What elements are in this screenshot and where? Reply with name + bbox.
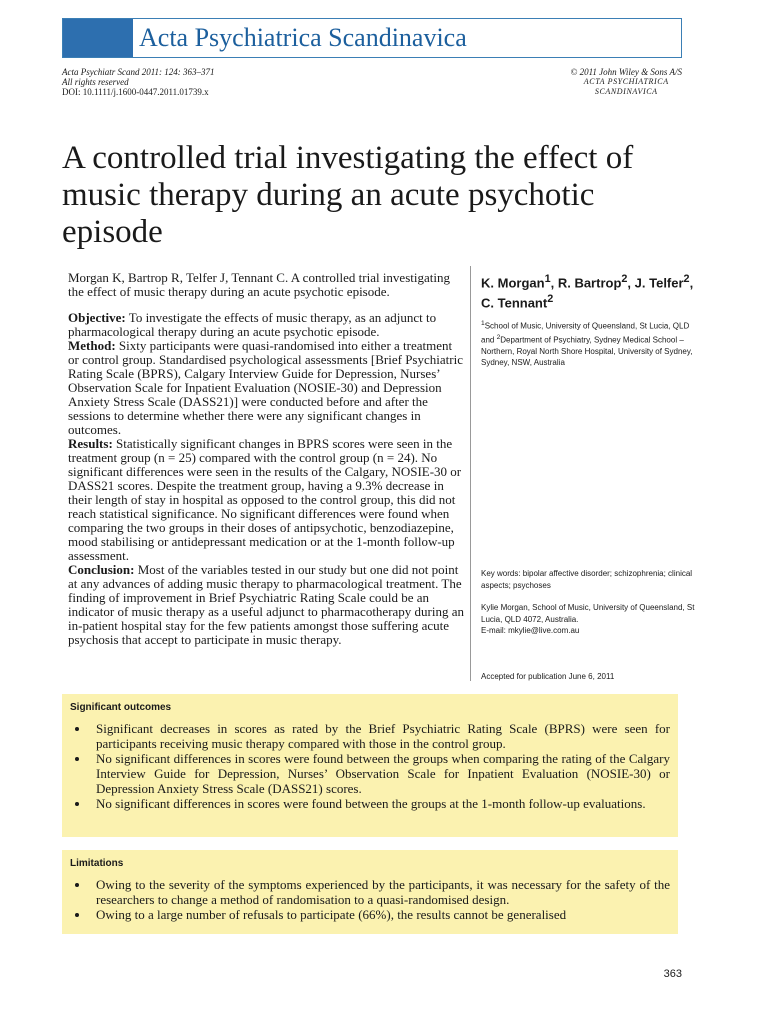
results-text: Statistically significant changes in BPRS scores were seen in the treatment group (n = 25) compared with the control group (n = 24). No significant differences were seen in the results of the Calgary, NOSIE-30 or DASS21 scores. Despite the treatment group, having a 9.3% decrease in their length of stay in hospital as opposed to the control group, this did not reach statistical significance. No significant differences were found when comparing the two groups in their doses of antipsychotic, benzodiazepine, mood stabilising or antidepressant medication or at the 1-month follow-up assessment.	[68, 436, 462, 563]
significant-outcomes-box	[62, 694, 678, 837]
author: R. Bartrop	[557, 275, 622, 291]
list-item: • No significant differences in scores were found between the groups when comparing the rating of the Calgary Interview Guide for Depression, Nurses’ Observation Scale for Inpatient Evaluation (NOSIE-30) or Depression Anxiety Stress Scale (DASS21) scores.	[90, 751, 670, 796]
rights-line: All rights reserved	[62, 77, 129, 87]
citation-line: Acta Psychiatr Scand 2011: 124: 363–371	[62, 67, 215, 77]
journal-color-bar	[63, 19, 133, 57]
method-label: Method:	[68, 338, 116, 353]
results-label: Results:	[68, 436, 113, 451]
copyright: © 2011 John Wiley & Sons A/S	[570, 67, 682, 77]
author: J. Telfer	[634, 275, 684, 291]
outcomes-heading: Significant outcomes	[70, 702, 172, 713]
accepted-date: Accepted for publication June 6, 2011	[481, 672, 615, 681]
abstract-citation: Morgan K, Bartrop R, Telfer J, Tennant C. A controlled trial investigating the effect of music therapy during an acute psychotic episode.	[68, 270, 450, 299]
objective-text: To investigate the effects of music therapy, as an adjunct to pharmacological therapy during an acute psychotic episode.	[68, 310, 437, 339]
abstract-results	[68, 437, 464, 563]
copyright-block	[571, 67, 683, 97]
correspondence	[481, 602, 701, 637]
method-text: Sixty participants were quasi-randomised into either a treatment or control group. Standardised psychological assessments [Brief Psychiatric Rating Scale (BPRS), Calgary Interview Guide for Depression, Nurses’ Observation Scale for Inpatient Evaluation (NOSIE-30) and Depression Anxiety Stress Scale (DASS21)] were conducted before and after the sessions to determine whether there were any significant changes in outcomes.	[68, 338, 463, 437]
keywords: Key words: bipolar affective disorder; schizophrenia; clinical aspects; psychoses	[481, 569, 693, 590]
objective-label: Objective:	[68, 310, 126, 325]
author: K. Morgan	[481, 275, 545, 291]
conclusion-label: Conclusion:	[68, 562, 135, 577]
affiliation-1: School of Music, University of Queensland, St Lucia, QLD and	[481, 321, 690, 345]
abstract-objective	[68, 311, 464, 339]
journal-caps-line2: SCANDINAVICA	[594, 87, 658, 96]
affiliations: $^1$School of Music, University of Queensland, St Lucia, QLD and $^2$Department of Psychiatry, Sydney Medical School – Northern, Royal North Shore Hospital, University of Sydney, Sydney, NSW, Australia	[481, 319, 693, 368]
page-number: 363	[663, 968, 682, 980]
list-item: • Owing to a large number of refusals to participate (66%), the results cannot be generalised	[90, 907, 670, 922]
abstract-conclusion	[68, 563, 464, 647]
article-title: A controlled trial investigating the effect of music therapy during an acute psychotic episode	[62, 140, 634, 250]
journal-name: Acta Psychiatrica Scandinavica	[139, 23, 467, 52]
list-item: • Owing to the severity of the symptoms experienced by the participants, it was necessary for the safety of the researchers to change a method of randomisation to a quasi-randomised design.	[90, 877, 670, 907]
correspondence-address: Kylie Morgan, School of Music, University of Queensland, St Lucia, QLD 4072, Australia.	[481, 603, 695, 624]
journal-header	[62, 18, 682, 58]
abstract-method	[68, 339, 464, 437]
abstract	[68, 271, 464, 647]
outcomes-list	[70, 721, 670, 811]
limitations-heading: Limitations	[70, 858, 124, 869]
journal-caps-line1: ACTA PSYCHIATRICA	[583, 77, 669, 86]
list-item: • No significant differences in scores were found between the groups at the 1-month follow-up evaluations.	[90, 796, 670, 811]
doi: DOI: 10.1111/j.1600-0447.2011.01739.x	[62, 87, 209, 97]
author-list: K. Morgan$^1$, R. Bartrop$^2$, J. Telfer$^2$, C. Tennant$^2$	[481, 273, 694, 311]
limitations-list	[70, 877, 670, 922]
citation-block	[62, 67, 215, 97]
correspondence-email: E-mail: mkylie@live.com.au	[481, 626, 580, 635]
limitations-box	[62, 850, 678, 934]
author-sidebar	[481, 271, 701, 369]
conclusion-text: Most of the variables tested in our study but one did not point at any advances of adding music therapy to pharmacological treatment. The finding of improvement in Brief Psychiatric Rating Scale could be an indicator of music therapy as a useful adjunct to pharmacotherapy during an in-patient hospital stay for the few patients amongst those suffering acute psychosis that accept to participate in music therapy.	[68, 562, 465, 647]
column-divider	[470, 266, 471, 681]
affiliation-2: Department of Psychiatry, Sydney Medical School – Northern, Royal North Shore Hospital, University of Sydney, Sydney, NSW, Australia	[481, 335, 693, 368]
list-item: • Significant decreases in scores as rated by the Brief Psychiatric Rating Scale (BPRS) were seen for participants receiving music therapy compared with those in the control group.	[90, 721, 670, 751]
author: C. Tennant	[481, 295, 548, 311]
